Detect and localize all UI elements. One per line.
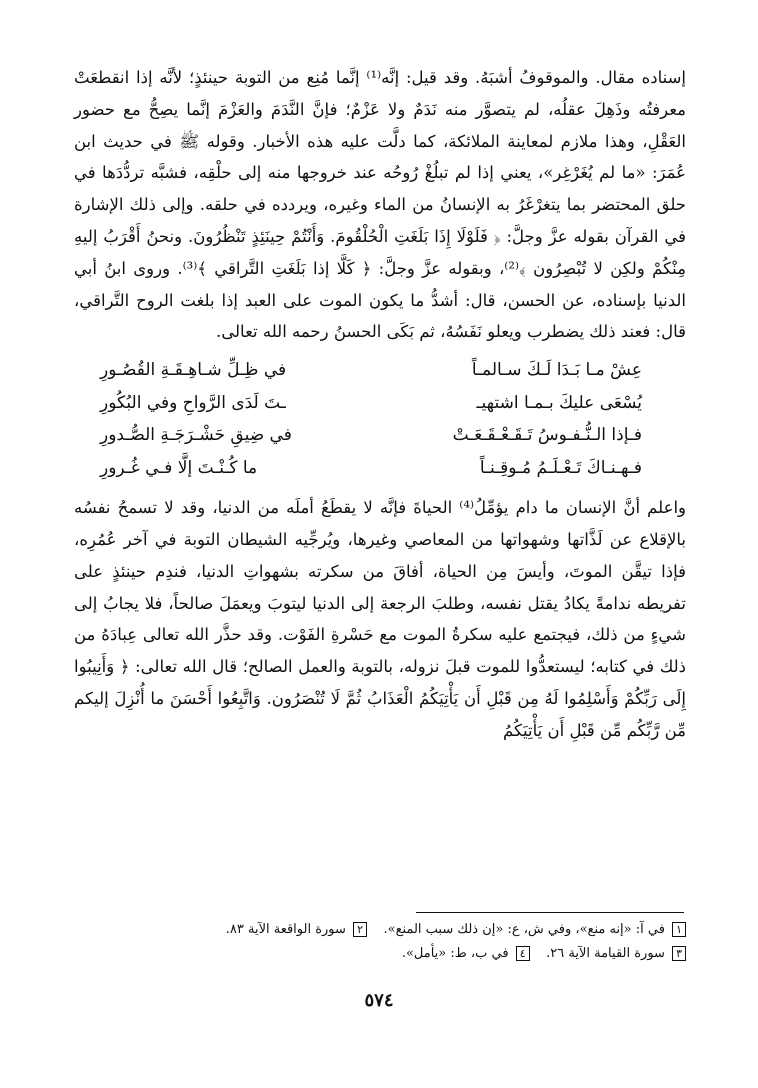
- footnote-text: سورة الواقعة الآية ٨٣.: [225, 922, 346, 937]
- footnote-number: ٤: [516, 946, 530, 961]
- footnote-divider: [416, 912, 684, 913]
- paragraph-second: واعلم أنَّ الإنسان ما دام يؤمِّلُ⁽⁴⁾ الحياةَ فإنَّه لا يقطَعُ أملَه من الدنيا، وقد لا تسمحُ نفسُه بالإقلاع عن لَذَّاتها وشهواتها من المعاصي وغيرها، ويُرجِّيه الشيطان التوبة في آخر عُمُرِه، فإذا تيقَّن الموتَ، وأيسَ مِن الحياة، أفاقَ من سكرته بشهواتِ الدنيا، فندِم حينئذٍ على تفريطه ندامةً يكادُ يقتل نفسه، وطلبَ الرجعة إلى الدنيا ليتوبَ ويعمَلَ صالحاً، فلا يجابُ إلى شيءٍ من ذلك، فيجتمع عليه سكرةُ الموت مع حَسْرةِ الفَوْت. وقد حذَّر الله تعالى عِبادَهُ من ذلك في كتابه؛ ليستعدُّوا للموت قبلَ نزوله، بالتوبة والعمل الصالح؛ قال الله تعالى: ﴿ وَأَنِيبُوا إِلَى رَبِّكُمْ وَأَسْلِمُوا لَهُ مِن قَبْلِ أَن يَأْتِيَكُمُ الْعَذَابُ ثُمَّ لَا تُنْصَرُون. وَاتَّبِعُوا أَحْسَنَ ما أُنْزِلَ إليكم مِّن رَّبِّكُم مِّن قَبْلِ أَن يَأْتِيَكُمُ: [74, 498, 686, 740]
- poem-verse: [100, 387, 642, 420]
- poem-first-hemistich: فـهـنـاكَ تَـعْـلَـمُ مُـوقِـنـاً: [479, 457, 642, 478]
- footnotes: [74, 918, 686, 966]
- poem-second-hemistich: ما كُـنْـتَ إلَّا فـي غُـرورِ: [100, 457, 258, 478]
- footnote-number: ٣: [672, 946, 686, 961]
- page-number: ٥٧٤: [364, 990, 394, 1011]
- footnote-text: في ب، ط: «يأمل».: [401, 946, 509, 961]
- poem: [100, 354, 642, 484]
- footnote-text: سورة القيامة الآية ٢٦.: [546, 946, 665, 961]
- page-body: [74, 62, 686, 747]
- paragraph-main: إسناده مقال. والموقوفُ أشبَهُ. وقد قيل: إنَّه⁽¹⁾ إنَّما مُنِع من التوبة حينئذٍ؛ لأنَّه إذا انقطعَتْ معرفتُه وذَهِلَ عقلُه، لم يتصوَّر منه نَدَمٌ ولا عَزْمٌ؛ فإنَّ النَّدَمَ والعَزْمَ إنَّما يصِحُّ مع حضور العَقْلِ، وهذا ملازم لمعاينة الملائكة، كما دلَّت عليه هذه الأخبار. وقوله ﷺ في حديث ابن عُمَرَ: «ما لم يُغَرْغِر»، يعني إذا لم تبلُغْ رُوحُه عند خروجها منه إلى حلْقِه، فشبَّه تردُّدَها في حلق المحتضر بما يتغرْغَرُ به الإنسانُ من الماء وغيره، ويردده في حلقه. وإلى ذلك الإشارة في القرآن بقوله عزَّ وجلَّ: ﴿ فَلَوْلَا إِذَا بَلَغَتِ الْحُلْقُومَ. وَأَنْتُمْ حِينَئِذٍ تَنْظُرُونَ. ونحنُ أَقْرَبُ إليهِ مِنْكُمْ ولكِن لا تُبْصِرُون ﴾⁽²⁾، وبقوله عزَّ وجلَّ: ﴿ كَلَّا إذا بَلَغَتِ التَّراقي ﴾⁽³⁾. وروى ابنُ أبي الدنيا بإسناده، عن الحسن، قال: أشدُّ ما يكون الموت على العبد إذا بلغت الروح التَّراقي، قال: فعند ذلك يضطرب ويعلو نَفَسُهُ، ثم بَكَى الحسنُ رحمه الله تعالى.: [74, 68, 686, 342]
- footnote-text: في آ: «إنه منع»، وفي ش، ع: «إن ذلك سبب المنع».: [383, 922, 665, 937]
- footnote-line: [74, 942, 686, 966]
- poem-second-hemistich: في ظِـلِّ شـاهِـقَـةِ القُصُـورِ: [100, 360, 287, 381]
- footnote-line: [74, 918, 686, 942]
- poem-verse: [100, 452, 642, 485]
- footnote-number: ٢: [353, 922, 367, 937]
- poem-second-hemistich: ـتَ لَدَى الرَّواحِ وفي البُكُورِ: [100, 392, 286, 413]
- poem-first-hemistich: عِشْ مـا بَـدَا لَـكَ سـالمـاً: [471, 360, 642, 381]
- poem-second-hemistich: في ضِيقِ حَشْـرَجَـةِ الصُّـدورِ: [100, 425, 292, 446]
- poem-verse: [100, 419, 642, 452]
- poem-verse: [100, 354, 642, 387]
- poem-first-hemistich: فـإذا الـنُّـفـوسُ تَـقَـعْـقَـعَـتْ: [452, 425, 642, 446]
- poem-first-hemistich: يُسْعَى عليكَ بـمـا اشتهيـ: [476, 392, 642, 413]
- footnote-number: ١: [672, 922, 686, 937]
